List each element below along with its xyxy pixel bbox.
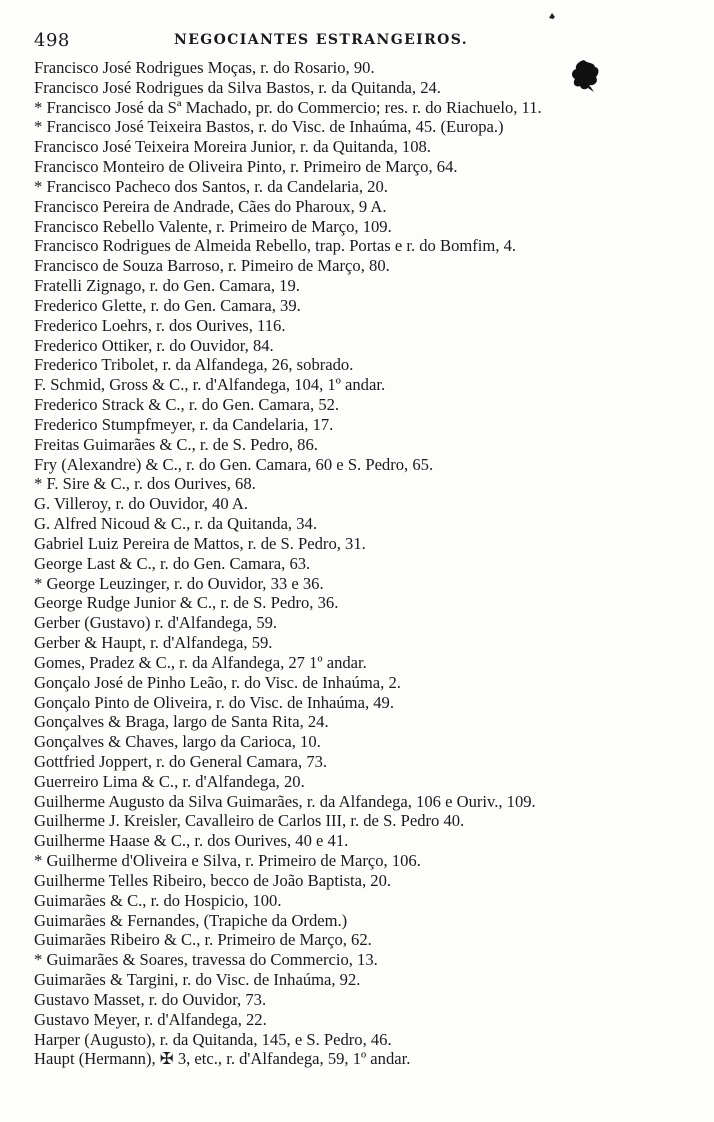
directory-entry: Guilherme Augusto da Silva Guimarães, r. da Alfandega, 106 e Ouriv., 109. <box>34 791 536 811</box>
directory-entry: Francisco José Rodrigues Moças, r. do Rosario, 90. <box>34 58 375 77</box>
directory-entry: F. Schmid, Gross & C., r. d'Alfandega, 104, 1º andar. <box>34 375 386 395</box>
directory-entry: * F. Sire & C., r. dos Ourives, 68. <box>34 474 256 494</box>
directory-entry: Frederico Strack & C., r. do Gen. Camara, 52. <box>34 395 340 415</box>
ink-speck-mark <box>548 12 556 20</box>
directory-entry: Fratelli Zignago, r. do Gen. Camara, 19. <box>34 276 300 296</box>
directory-entry: Gonçalves & Braga, largo de Santa Rita, 24. <box>34 712 329 732</box>
directory-entry: Francisco José Rodrigues da Silva Bastos, r. da Quitanda, 24. <box>34 77 441 97</box>
directory-entry: Frederico Loehrs, r. dos Ourives, 116. <box>34 315 286 335</box>
directory-entry: Francisco Rebello Valente, r. Primeiro de Março, 109. <box>34 216 392 236</box>
page-header <box>34 30 674 54</box>
directory-entry: Frederico Stumpfmeyer, r. da Candelaria, 17. <box>34 414 334 434</box>
directory-entry: Gustavo Meyer, r. d'Alfandega, 22. <box>34 1009 267 1029</box>
directory-entry: Guimarães & Targini, r. do Visc. de Inhaúma, 92. <box>34 970 361 990</box>
directory-entry: Freitas Guimarães & C., r. de S. Pedro, 86. <box>34 434 318 454</box>
directory-entry: Guilherme Haase & C., r. dos Ourives, 40 e 41. <box>34 831 349 851</box>
directory-entry: Francisco Pereira de Andrade, Cães do Pharoux, 9 A. <box>34 196 387 216</box>
directory-entry: Francisco José Teixeira Moreira Junior, r. da Quitanda, 108. <box>34 137 431 157</box>
running-title: NEGOCIANTES ESTRANGEIROS. <box>174 32 469 48</box>
directory-entry: Francisco de Souza Barroso, r. Pimeiro de Março, 80. <box>34 256 390 276</box>
directory-entry: * Francisco Pacheco dos Santos, r. da Candelaria, 20. <box>34 176 388 196</box>
directory-entry: Francisco Monteiro de Oliveira Pinto, r. Primeiro de Março, 64. <box>34 157 458 177</box>
directory-entry: Guimarães & Fernandes, (Trapiche da Ordem.) <box>34 910 348 930</box>
directory-entry: Frederico Tribolet, r. da Alfandega, 26, sobrado. <box>34 355 354 375</box>
directory-entry: Gerber (Gustavo) r. d'Alfandega, 59. <box>34 613 278 633</box>
directory-entry: Francisco Rodrigues de Almeida Rebello, trap. Portas e r. do Bomfim, 4. <box>34 236 517 256</box>
directory-entry: Frederico Ottiker, r. do Ouvidor, 84. <box>34 335 274 355</box>
directory-entry: Guilherme Telles Ribeiro, becco de João Baptista, 20. <box>34 870 392 890</box>
directory-entry: G. Villeroy, r. do Ouvidor, 40 A. <box>34 494 249 514</box>
directory-entry: Gerber & Haupt, r. d'Alfandega, 59. <box>34 633 273 653</box>
directory-entry: Guimarães & C., r. do Hospicio, 100. <box>34 890 282 910</box>
directory-entry: * Francisco José da Sª Machado, pr. do Commercio; res. r. do Riachuelo, 11. <box>34 97 542 117</box>
directory-entry: Guerreiro Lima & C., r. d'Alfandega, 20. <box>34 771 305 791</box>
directory-entry: Harper (Augusto), r. da Quitanda, 145, e S. Pedro, 46. <box>34 1029 392 1049</box>
directory-entry: Gonçalo José de Pinho Leão, r. do Visc. de Inhaúma, 2. <box>34 672 401 692</box>
directory-entry: G. Alfred Nicoud & C., r. da Quitanda, 34. <box>34 514 317 534</box>
merchant-directory-list <box>34 58 684 1069</box>
directory-entry: George Last & C., r. do Gen. Camara, 63. <box>34 553 311 573</box>
directory-entry: Gonçalves & Chaves, largo da Carioca, 10. <box>34 732 321 752</box>
directory-entry: Guimarães Ribeiro & C., r. Primeiro de Março, 62. <box>34 930 372 950</box>
directory-entry: Frederico Glette, r. do Gen. Camara, 39. <box>34 295 301 315</box>
page-number: 498 <box>34 30 70 51</box>
directory-entry: Gomes, Pradez & C., r. da Alfandega, 27 1º andar. <box>34 652 367 672</box>
directory-entry: Gonçalo Pinto de Oliveira, r. do Visc. de Inhaúma, 49. <box>34 692 394 712</box>
directory-entry: * Guimarães & Soares, travessa do Commercio, 13. <box>34 950 378 970</box>
directory-entry: Guilherme J. Kreisler, Cavalleiro de Carlos III, r. de S. Pedro 40. <box>34 811 465 831</box>
directory-entry: * George Leuzinger, r. do Ouvidor, 33 e 36. <box>34 573 324 593</box>
directory-entry: Gottfried Joppert, r. do General Camara, 73. <box>34 751 328 771</box>
directory-entry: * Guilherme d'Oliveira e Silva, r. Primeiro de Março, 106. <box>34 851 421 871</box>
directory-entry: Fry (Alexandre) & C., r. do Gen. Camara, 60 e S. Pedro, 65. <box>34 454 434 474</box>
directory-entry: Gabriel Luiz Pereira de Mattos, r. de S. Pedro, 31. <box>34 533 366 553</box>
directory-entry: Haupt (Hermann), ✠ 3, etc., r. d'Alfandega, 59, 1º andar. <box>34 1049 411 1069</box>
directory-entry: Gustavo Masset, r. do Ouvidor, 73. <box>34 989 267 1009</box>
directory-entry: George Rudge Junior & C., r. de S. Pedro, 36. <box>34 593 339 613</box>
directory-entry: * Francisco José Teixeira Bastos, r. do Visc. de Inhaúma, 45. (Europa.) <box>34 117 504 137</box>
